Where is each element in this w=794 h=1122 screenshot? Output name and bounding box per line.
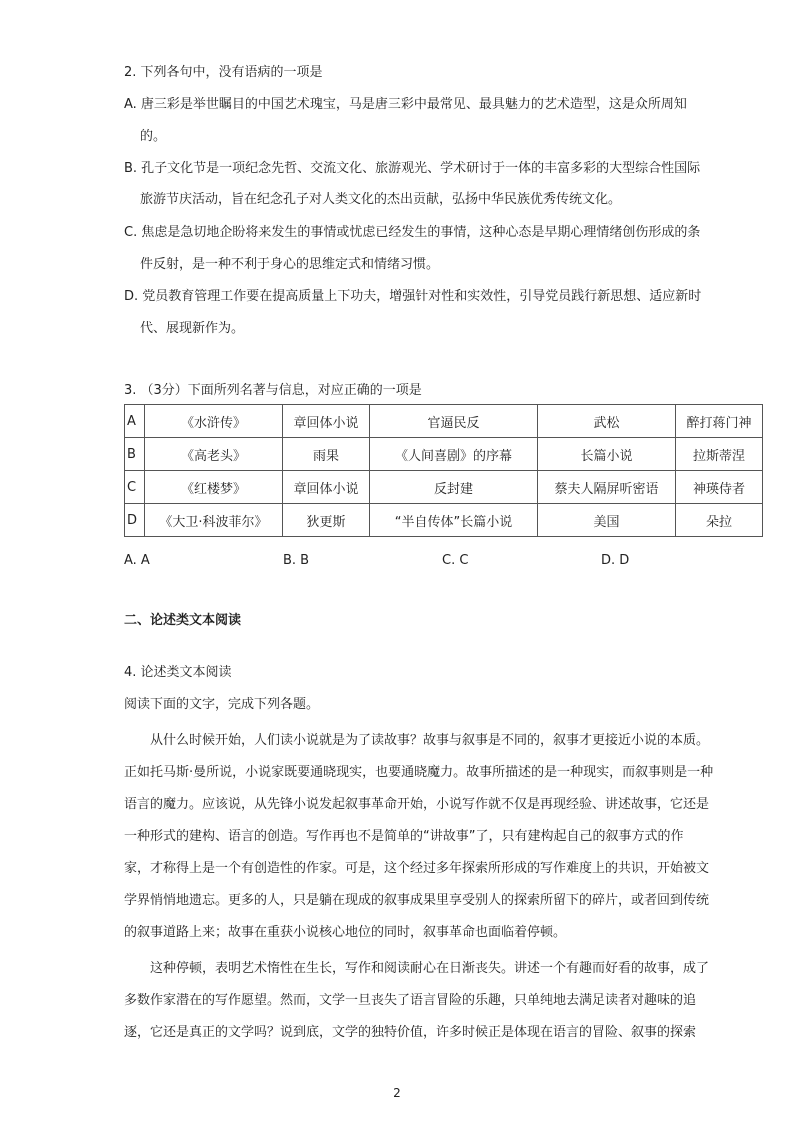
q3-stem: 3. （3分）下面所列名著与信息，对应正确的一项是 bbox=[124, 383, 422, 398]
q2-option-c-line2: 件反射，是一种不利于身心的思维定式和情绪习惯。 bbox=[140, 257, 440, 272]
table-cell: 章回体小说 bbox=[283, 471, 370, 504]
table-cell: B bbox=[125, 438, 145, 471]
instruction: 阅读下面的文字，完成下列各题。 bbox=[124, 697, 320, 712]
table-cell: 《人间喜剧》的序幕 bbox=[370, 438, 538, 471]
passage-line: 从什么时候开始，人们读小说就是为了读故事？故事与叙事是不同的，叙事才更接近小说的本质。 bbox=[150, 733, 710, 748]
table-cell: 拉斯蒂涅 bbox=[676, 438, 763, 471]
q2-option-c-line1: C. 焦虑是急切地企盼将来发生的事情或忧虑已经发生的事情，这种心态是早期心理情绪创伤形成的条 bbox=[124, 225, 701, 240]
table-row bbox=[125, 405, 763, 438]
table-cell: 《大卫·科波菲尔》 bbox=[145, 504, 283, 537]
table-cell: 雨果 bbox=[283, 438, 370, 471]
q3-answer-b: B. B bbox=[283, 553, 310, 568]
table-row bbox=[125, 504, 763, 537]
table-cell: C bbox=[125, 471, 145, 504]
passage-line: 学界悄悄地遗忘。更多的人，只是躺在现成的叙事成果里享受别人的探索所留下的碎片，或者回到传统 bbox=[124, 893, 710, 908]
table-cell: 美国 bbox=[538, 504, 676, 537]
table-cell: 醉打蒋门神 bbox=[676, 405, 763, 438]
table-cell: 狄更斯 bbox=[283, 504, 370, 537]
table-cell: 反封建 bbox=[370, 471, 538, 504]
table-cell: “半自传体”长篇小说 bbox=[370, 504, 538, 537]
passage-line: 语言的魔力。应该说，从先锋小说发起叙事革命开始，小说写作就不仅是再现经验、讲述故事，它还是 bbox=[124, 797, 710, 812]
q2-option-b-line2: 旅游节庆活动，旨在纪念孔子对人类文化的杰出贡献，弘扬中华民族优秀传统文化。 bbox=[140, 192, 622, 207]
table-row bbox=[125, 471, 763, 504]
table-cell: 章回体小说 bbox=[283, 405, 370, 438]
passage-line: 逐，它还是真正的文学吗？说到底，文学的独特价值，许多时候正是体现在语言的冒险、叙事的探索 bbox=[124, 1025, 697, 1040]
table-cell: 《高老头》 bbox=[145, 438, 283, 471]
table-cell: 蔡夫人隔屏听密语 bbox=[538, 471, 676, 504]
q3-answer-a: A. A bbox=[124, 553, 150, 568]
passage-line: 正如托马斯·曼所说，小说家既要通晓现实，也要通晓魔力。故事所描述的是一种现实，而叙事则是一种 bbox=[124, 765, 714, 780]
passage-line: 一种形式的建构、语言的创造。写作再也不是简单的“讲故事”了，只有建构起自己的叙事方式的作 bbox=[124, 829, 684, 844]
table-cell: 朵拉 bbox=[676, 504, 763, 537]
q3-answer-d: D. D bbox=[601, 553, 630, 568]
q2-option-a-line2: 的。 bbox=[140, 129, 167, 144]
table-cell: 神瑛侍者 bbox=[676, 471, 763, 504]
passage-line: 多数作家潜在的写作愿望。然而，文学一旦丧失了语言冒险的乐趣，只单纯地去满足读者对趣味的追 bbox=[124, 993, 697, 1008]
table-cell: 《红楼梦》 bbox=[145, 471, 283, 504]
q2-option-b-line1: B. 孔子文化节是一项纪念先哲、交流文化、旅游观光、学术研讨于一体的丰富多彩的大型综合性国际 bbox=[124, 161, 701, 176]
table-cell: 武松 bbox=[538, 405, 676, 438]
table-cell: 长篇小说 bbox=[538, 438, 676, 471]
table-cell: D bbox=[125, 504, 145, 537]
table-cell: 官逼民反 bbox=[370, 405, 538, 438]
q3-works-table bbox=[124, 404, 763, 537]
q4-title: 4. 论述类文本阅读 bbox=[124, 665, 232, 680]
passage-line: 家，才称得上是一个有创造性的作家。可是，这个经过多年探索所形成的写作难度上的共识，开始被文 bbox=[124, 861, 710, 876]
section-title: 二、论述类文本阅读 bbox=[124, 613, 242, 628]
table-row bbox=[125, 438, 763, 471]
passage-line: 这种停顿，表明艺术惰性在生长，写作和阅读耐心在日渐丧失。讲述一个有趣而好看的故事，成了 bbox=[150, 961, 710, 976]
passage-line: 的叙事道路上来；故事在重获小说核心地位的同时，叙事革命也面临着停顿。 bbox=[124, 925, 567, 940]
q2-option-d-line1: D. 党员教育管理工作要在提高质量上下功夫，增强针对性和实效性，引导党员践行新思想、适应新时 bbox=[124, 289, 702, 304]
table-cell: A bbox=[125, 405, 145, 438]
q2-option-a-line1: A. 唐三彩是举世瞩目的中国艺术瑰宝，马是唐三彩中最常见、最具魅力的艺术造型，这是众所周知 bbox=[124, 97, 687, 112]
q3-answer-c: C. C bbox=[442, 553, 469, 568]
table-cell: 《水浒传》 bbox=[145, 405, 283, 438]
q2-stem: 2. 下列各句中，没有语病的一项是 bbox=[124, 65, 323, 80]
q2-option-d-line2: 代、展现新作为。 bbox=[140, 321, 245, 336]
page-number: 2 bbox=[393, 1086, 401, 1100]
